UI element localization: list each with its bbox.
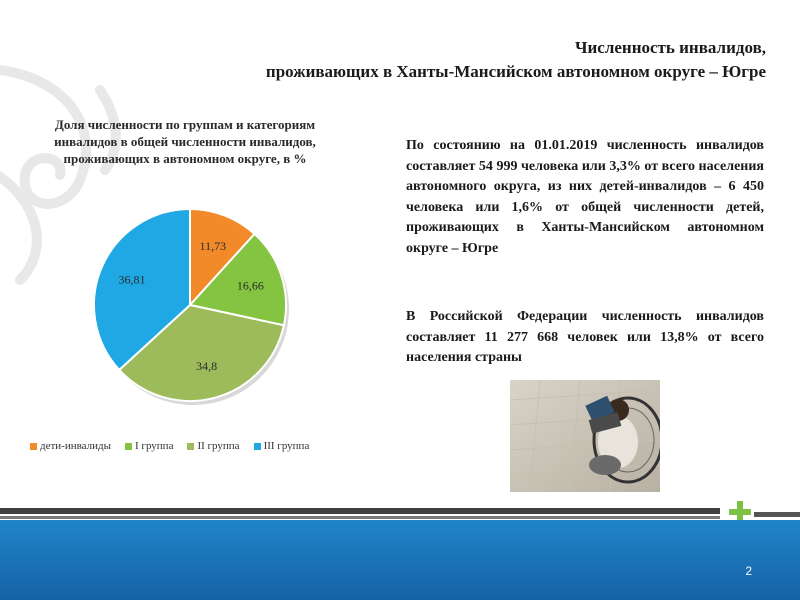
legend-label: II группа (197, 440, 240, 452)
divider-bar-right (754, 512, 800, 517)
legend-item-3 (187, 440, 239, 452)
legend-swatch (187, 443, 194, 450)
data-label-4: 36,81 (118, 272, 146, 287)
legend-label: дети-инвалиды (40, 440, 112, 452)
legend-label: III группа (263, 440, 310, 452)
legend-item-1 (30, 440, 111, 452)
data-label-2: 16,66 (236, 278, 264, 293)
slide-title-line1: Численность инвалидов, (575, 38, 766, 57)
divider-bar-thin (0, 516, 720, 519)
legend-swatch (125, 443, 132, 450)
paragraph-russia-stats: В Российской Федерации численность инвалидов составляет 11 277 668 человек или 13,8% от всего населения страны (406, 309, 764, 365)
slide-number: 2 (745, 564, 752, 578)
slide-title (66, 36, 766, 84)
chart-legend (30, 440, 370, 452)
footer-band (0, 520, 800, 600)
legend-swatch (254, 443, 261, 450)
chart-title: Доля численности по группам и категориям инвалидов в общей численности инвалидов, проживающих в автономном округе, в % (54, 117, 316, 166)
legend-item-2 (125, 440, 173, 452)
legend-label: I группа (135, 440, 174, 452)
paragraph-region-stats: По состоянию на 01.01.2019 численность инвалидов составляет 54 999 человека или 3,3% от всего населения автономного округа, из них детей-инвалидов – 6 450 человека или 1,6% от общей численности детей, проживающих в Ханты-Мансийском автономном округе – Югре (406, 138, 764, 256)
person-in-wheelchair-with-laptop-photo (510, 380, 660, 492)
data-label-3: 34,8 (196, 359, 218, 374)
divider-bar (0, 508, 720, 514)
legend-swatch (30, 443, 37, 450)
legend-item-4 (254, 440, 310, 452)
pie-chart (85, 205, 295, 415)
data-label-1: 11,73 (199, 238, 227, 253)
slide-title-line2: проживающих в Ханты-Мансийском автономном округе – Югре (265, 62, 766, 81)
